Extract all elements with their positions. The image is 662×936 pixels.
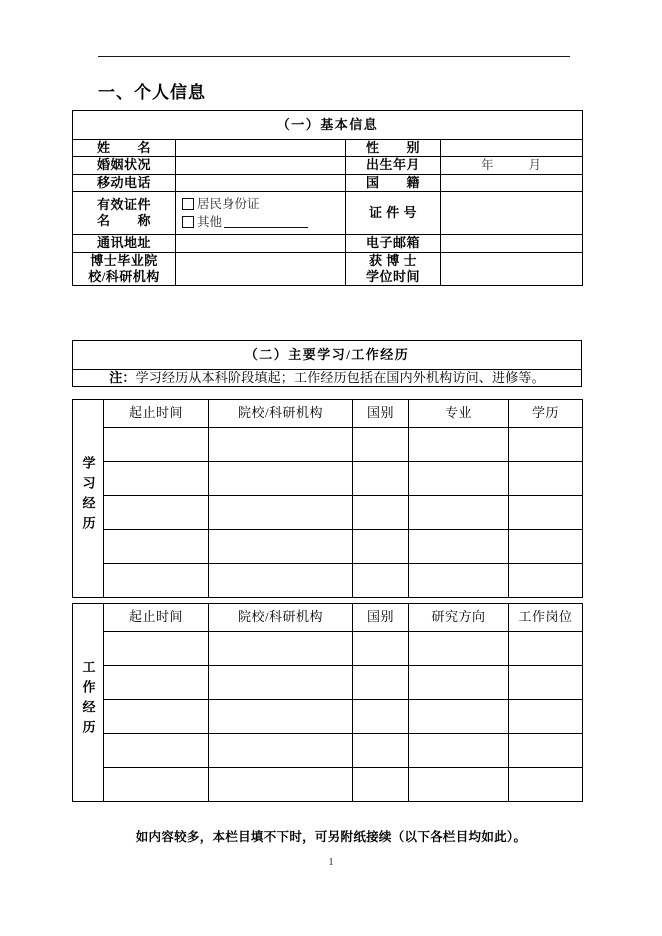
work-cell-research-field[interactable]: [409, 632, 509, 666]
work-cell-research-field[interactable]: [409, 666, 509, 700]
birth-date-field[interactable]: [441, 157, 583, 175]
mobile-phone-field[interactable]: [176, 174, 346, 191]
checkbox-icon[interactable]: [182, 198, 194, 210]
study-cell-country[interactable]: [353, 564, 409, 598]
table-row: [73, 428, 583, 462]
table-row: [73, 666, 583, 700]
table-row: [73, 341, 582, 370]
work-cell-country[interactable]: [353, 632, 409, 666]
table-header-row: [73, 400, 583, 428]
phd-date-label-line2: 学位时间: [365, 268, 420, 284]
table-row: [73, 462, 583, 496]
work-cell-period[interactable]: [104, 666, 209, 700]
work-cell-research-field[interactable]: [409, 768, 509, 802]
work-cell-position[interactable]: [509, 666, 583, 700]
birth-year-marker: 年: [480, 158, 495, 173]
work-cell-period[interactable]: [104, 700, 209, 734]
work-cell-institution[interactable]: [209, 632, 353, 666]
table-row: [73, 252, 583, 286]
work-col-research-field: 研究方向: [409, 604, 509, 632]
work-cell-institution[interactable]: [209, 734, 353, 768]
phd-school-field[interactable]: [176, 252, 346, 286]
birth-month-marker: 月: [528, 158, 543, 173]
work-cell-research-field[interactable]: [409, 700, 509, 734]
work-col-position: 工作岗位: [509, 604, 583, 632]
experience-section-header: （二）主要学习/工作经历: [73, 341, 582, 370]
phd-school-label-line1: 博士毕业院: [90, 252, 158, 268]
experience-section-header-table: [72, 340, 582, 387]
work-cell-position[interactable]: [509, 700, 583, 734]
basic-info-section-header: （一）基本信息: [73, 111, 583, 140]
table-row: [73, 734, 583, 768]
study-cell-country[interactable]: [353, 530, 409, 564]
id-option-label: 居民身份证: [197, 197, 260, 212]
study-cell-major[interactable]: [409, 530, 509, 564]
table-row: [73, 564, 583, 598]
table-header-row: [73, 604, 583, 632]
study-cell-major[interactable]: [409, 462, 509, 496]
work-experience-row-label-text: 工作经历: [80, 660, 96, 741]
work-cell-position[interactable]: [509, 734, 583, 768]
study-cell-degree[interactable]: [509, 428, 583, 462]
study-cell-degree[interactable]: [509, 564, 583, 598]
study-col-degree: 学历: [509, 400, 583, 428]
work-cell-position[interactable]: [509, 632, 583, 666]
table-row: [73, 700, 583, 734]
phd-date-label: [346, 252, 441, 286]
study-cell-major[interactable]: [409, 564, 509, 598]
table-row: [73, 496, 583, 530]
gender-field[interactable]: [441, 140, 583, 157]
work-col-institution: 院校/科研机构: [209, 604, 353, 632]
study-cell-period[interactable]: [104, 462, 209, 496]
study-cell-period[interactable]: [104, 564, 209, 598]
table-row: [73, 192, 583, 235]
study-cell-institution[interactable]: [209, 496, 353, 530]
basic-info-table: [72, 110, 583, 286]
study-col-major: 专业: [409, 400, 509, 428]
footer-note: 如内容较多，本栏目填不下时，可另附纸接续（以下各栏目均如此）。: [135, 830, 527, 844]
table-row: [73, 530, 583, 564]
work-cell-period[interactable]: [104, 632, 209, 666]
study-cell-institution[interactable]: [209, 462, 353, 496]
id-option-resident-card[interactable]: [182, 195, 345, 213]
id-option-label: 其他: [197, 215, 223, 230]
experience-note-prefix: 注：: [109, 370, 136, 385]
birth-date-markers: [481, 158, 542, 172]
marital-status-field[interactable]: [176, 157, 346, 175]
nationality-label: 国 籍: [346, 174, 441, 191]
work-cell-institution[interactable]: [209, 768, 353, 802]
gender-label: 性 别: [346, 140, 441, 157]
email-field[interactable]: [441, 235, 583, 252]
study-cell-institution[interactable]: [209, 530, 353, 564]
study-experience-table: [72, 399, 583, 598]
work-cell-period[interactable]: [104, 734, 209, 768]
table-row: [73, 174, 583, 191]
header-rule: [98, 56, 570, 57]
study-cell-period[interactable]: [104, 428, 209, 462]
id-option-other[interactable]: [182, 213, 345, 231]
marital-status-label: 婚姻状况: [73, 157, 176, 175]
page-number: 1: [328, 857, 334, 868]
page-title: 一、个人信息: [98, 83, 206, 102]
work-cell-institution[interactable]: [209, 666, 353, 700]
email-label: 电子邮箱: [346, 235, 441, 252]
work-cell-research-field[interactable]: [409, 734, 509, 768]
study-cell-country[interactable]: [353, 462, 409, 496]
work-experience-row-label: [73, 604, 104, 802]
work-cell-country[interactable]: [353, 768, 409, 802]
study-experience-row-label: [73, 400, 104, 598]
address-field[interactable]: [176, 235, 346, 252]
work-col-period: 起止时间: [104, 604, 209, 632]
study-cell-country[interactable]: [353, 428, 409, 462]
study-col-period: 起止时间: [104, 400, 209, 428]
id-type-options: [176, 192, 346, 235]
name-field[interactable]: [176, 140, 346, 157]
experience-note: [73, 370, 582, 387]
id-number-label: 证 件 号: [346, 192, 441, 235]
work-cell-country[interactable]: [353, 734, 409, 768]
address-label: 通讯地址: [73, 235, 176, 252]
work-cell-institution[interactable]: [209, 700, 353, 734]
id-number-field[interactable]: [441, 192, 583, 235]
study-cell-institution[interactable]: [209, 564, 353, 598]
mobile-phone-label: 移动电话: [73, 174, 176, 191]
checkbox-icon[interactable]: [182, 216, 194, 228]
phd-school-label: [73, 252, 176, 286]
work-cell-country[interactable]: [353, 700, 409, 734]
study-col-country: 国别: [353, 400, 409, 428]
study-cell-country[interactable]: [353, 496, 409, 530]
phd-date-label-line1: 获 博 士: [368, 252, 417, 268]
study-cell-institution[interactable]: [209, 428, 353, 462]
study-cell-period[interactable]: [104, 496, 209, 530]
id-type-label-line2: 名 称: [96, 213, 151, 229]
id-type-label-line1: 有效证件: [96, 197, 151, 212]
work-cell-country[interactable]: [353, 666, 409, 700]
table-row: [73, 157, 583, 175]
name-label: 姓 名: [73, 140, 176, 157]
work-cell-position[interactable]: [509, 768, 583, 802]
study-cell-major[interactable]: [409, 428, 509, 462]
birth-date-label: 出生年月: [346, 157, 441, 175]
study-cell-degree[interactable]: [509, 496, 583, 530]
phd-date-field[interactable]: [441, 252, 583, 286]
table-row: [73, 370, 582, 387]
study-experience-row-label-text: 学习经历: [80, 456, 96, 537]
table-row: [73, 111, 583, 140]
nationality-field[interactable]: [441, 174, 583, 191]
work-col-country: 国别: [353, 604, 409, 632]
table-row: [73, 768, 583, 802]
table-row: [73, 140, 583, 157]
table-row: [73, 235, 583, 252]
study-cell-period[interactable]: [104, 530, 209, 564]
phd-school-label-line2: 校/科研机构: [88, 268, 160, 284]
study-cell-degree[interactable]: [509, 530, 583, 564]
work-experience-table: [72, 603, 583, 802]
work-cell-period[interactable]: [104, 768, 209, 802]
id-option-other-input[interactable]: [224, 216, 308, 228]
study-cell-degree[interactable]: [509, 462, 583, 496]
id-type-label: [73, 192, 176, 235]
study-col-institution: 院校/科研机构: [209, 400, 353, 428]
experience-note-text: 学习经历从本科阶段填起；工作经历包括在国内外机构访问、进修等。: [135, 370, 545, 385]
study-cell-major[interactable]: [409, 496, 509, 530]
table-row: [73, 632, 583, 666]
